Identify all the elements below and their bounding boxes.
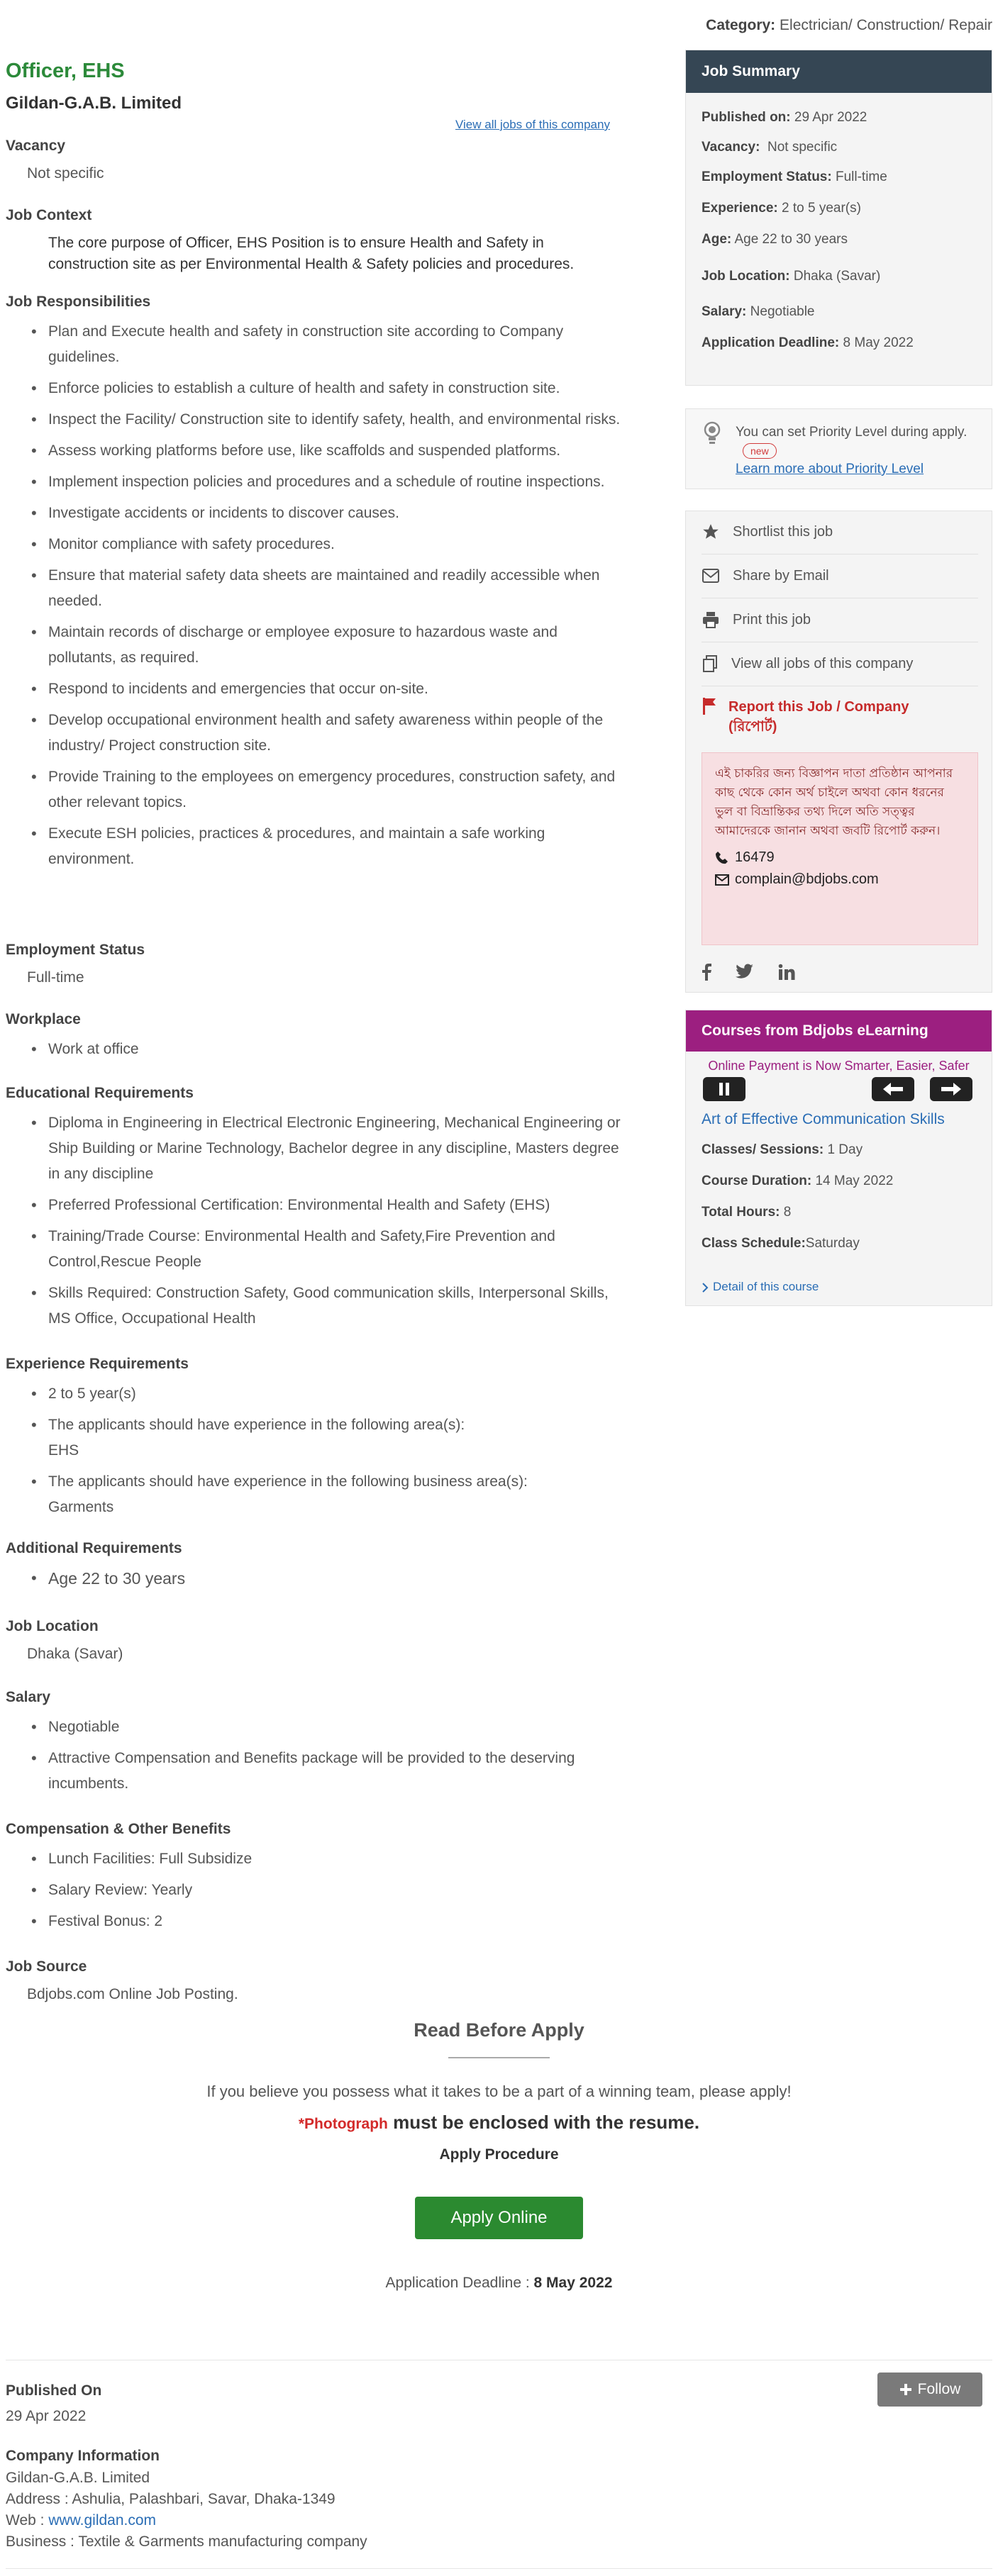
job-source-section	[6, 1958, 630, 2005]
summary-published	[702, 110, 867, 126]
course-schedule	[702, 1236, 860, 1251]
deadline-label: Application Deadline :	[385, 2275, 534, 2291]
summary-value: Negotiable	[750, 304, 815, 319]
summary-value: Age 22 to 30 years	[734, 232, 848, 247]
previous-button[interactable]	[872, 1077, 914, 1101]
job-summary-title: Job Summary	[686, 50, 992, 93]
company-website-link[interactable]: www.gildan.com	[48, 2512, 157, 2528]
view-all-jobs-link[interactable]: View all jobs of this company	[455, 118, 610, 131]
list-item: • Lunch Facilities: Full Subsidize	[27, 1846, 630, 1872]
summary-label: Job Location:	[702, 269, 790, 284]
course-value: 1 Day	[827, 1142, 863, 1157]
follow-button[interactable]	[877, 2373, 982, 2407]
job-context-text: The core purpose of Officer, EHS Position is to ensure Health and Safety in construction site as per Environmental Health & Safety policies and procedures.	[48, 235, 575, 272]
priority-text-block	[736, 423, 977, 479]
list-item: • Festival Bonus: 2	[27, 1909, 630, 1934]
social-share	[702, 964, 795, 981]
vacancy-section	[6, 138, 630, 184]
summary-label: Experience:	[702, 201, 778, 216]
apply-online-button[interactable]: Apply Online	[415, 2197, 583, 2239]
experience-section	[6, 1356, 630, 1526]
share-email-action[interactable]	[702, 555, 978, 596]
plus-icon	[899, 2383, 912, 2396]
list-item: • Maintain records of discharge or employee exposure to hazardous waste and pollutants, as required.	[27, 620, 623, 671]
summary-deadline	[702, 335, 914, 351]
additional-requirements-section	[6, 1540, 630, 1597]
view-all-jobs-action[interactable]	[702, 643, 978, 684]
flag-icon	[702, 697, 719, 737]
company-info-address: Address : Ashulia, Palashbari, Savar, Dhaka-1349	[6, 2491, 336, 2507]
web-label: Web :	[6, 2512, 49, 2528]
course-label: Class Schedule:	[702, 1236, 806, 1251]
apply-encouragement: If you believe you possess what it takes to be a part of a winning team, please apply!	[206, 2082, 792, 2100]
printer-icon	[702, 611, 720, 628]
responsibilities-section	[6, 294, 630, 878]
list-item	[27, 1412, 630, 1463]
list-item: • 2 to 5 year(s)	[27, 1381, 630, 1407]
job-context-section	[6, 207, 630, 275]
company-information-title: Company Information	[6, 2448, 160, 2464]
salary-section	[6, 1689, 630, 1802]
envelope-icon	[702, 568, 720, 584]
section-title: Experience Requirements	[6, 1356, 189, 1372]
job-title: Officer, EHS	[6, 60, 125, 82]
list-item: • Inspect the Facility/ Construction site to identify safety, health, and environmental risks.	[27, 407, 623, 433]
report-notice-text: এই চাকরির জন্য বিজ্ঞাপন দাতা প্রতিষ্ঠান আপনার কাছ থেকে কোন অর্থ চাইলে অথবা কোন ধরনের ভুল বা বিভ্রান্তিকর তথ্য দিলে অতি সত্ত্বর আমাদেরকে জানান অথবা জবটি রিপোর্ট করুন।	[715, 766, 953, 838]
list-item: • Investigate accidents or incidents to discover causes.	[27, 501, 623, 526]
list-item: • Preferred Professional Certification: Environmental Health and Safety (EHS)	[27, 1193, 623, 1218]
section-title: Salary	[6, 1689, 51, 1705]
summary-value: Dhaka (Savar)	[793, 269, 881, 284]
summary-value: Full-time	[835, 169, 887, 184]
list-item: • Age 22 to 30 years	[27, 1566, 630, 1591]
read-before-apply-title: Read Before Apply	[414, 2019, 584, 2041]
summary-vacancy	[702, 140, 837, 155]
list-item: • Negotiable	[27, 1714, 623, 1740]
priority-text: You can set Priority Level during apply.	[736, 425, 967, 440]
summary-location	[702, 269, 880, 284]
list-item	[27, 1469, 630, 1520]
course-label: Classes/ Sessions:	[702, 1142, 824, 1157]
section-title: Compensation & Other Benefits	[6, 1821, 231, 1837]
report-label-bn: (রিপোর্ট)	[728, 719, 777, 735]
summary-age	[702, 232, 848, 247]
course-value: 8	[783, 1205, 792, 1220]
summary-value: 29 Apr 2022	[794, 110, 867, 125]
employment-status-section	[6, 942, 630, 988]
chevron-right-icon	[702, 1283, 709, 1293]
arrow-right-icon	[941, 1082, 962, 1096]
summary-label: Employment Status:	[702, 169, 832, 184]
job-summary-panel	[685, 50, 992, 386]
published-on-title: Published On	[6, 2382, 102, 2399]
twitter-icon[interactable]	[736, 964, 754, 981]
summary-value: 2 to 5 year(s)	[782, 201, 861, 216]
priority-learn-more-link[interactable]: Learn more about Priority Level	[736, 462, 924, 476]
course-hours	[702, 1205, 791, 1220]
course-detail-link[interactable]	[702, 1280, 819, 1294]
facebook-icon[interactable]	[702, 964, 711, 981]
company-name: Gildan-G.A.B. Limited	[6, 94, 182, 113]
follow-label: Follow	[917, 2381, 961, 2397]
responsibilities-list	[6, 319, 630, 872]
pause-button[interactable]	[703, 1077, 745, 1101]
apply-procedure-title: Apply Procedure	[439, 2146, 559, 2163]
company-info-web	[6, 2512, 156, 2529]
summary-salary	[702, 304, 815, 320]
course-classes	[702, 1142, 863, 1158]
benefits-section	[6, 1821, 630, 1940]
courses-title: Courses from Bdjobs eLearning	[686, 1010, 992, 1052]
summary-label: Application Deadline:	[702, 335, 840, 350]
experience-area-label: • The applicants should have experience in the following area(s):	[48, 1417, 465, 1433]
list-item: • Attractive Compensation and Benefits package will be provided to the deserving incumbents.	[27, 1746, 623, 1797]
photograph-notice	[0, 2112, 998, 2134]
star-icon	[702, 523, 720, 541]
application-deadline	[0, 2275, 998, 2292]
new-badge: new	[743, 443, 777, 459]
course-detail-label: Detail of this course	[713, 1280, 819, 1293]
lightbulb-icon	[702, 420, 723, 446]
course-name-link[interactable]: Art of Effective Communication Skills	[702, 1111, 945, 1127]
summary-value: Not specific	[767, 140, 838, 155]
benefits-list	[6, 1846, 630, 1934]
summary-employment-status	[702, 169, 887, 185]
additional-list	[6, 1566, 630, 1591]
shortlist-action[interactable]	[702, 511, 978, 552]
education-list	[6, 1110, 630, 1332]
list-item: • Plan and Execute health and safety in construction site according to Company guidelines.	[27, 319, 623, 370]
print-label: Print this job	[733, 611, 811, 628]
phone-number: 16479	[735, 849, 775, 865]
summary-label: Salary:	[702, 304, 747, 319]
list-item: • Provide Training to the employees on emergency procedures, construction safety, and other relevant topics.	[27, 764, 623, 815]
list-item: • Training/Trade Course: Environmental Health and Safety,Fire Prevention and Control,Rescue People	[27, 1224, 623, 1275]
list-item: • Respond to incidents and emergencies that occur on-site.	[27, 676, 623, 702]
report-notice-box	[702, 752, 978, 945]
list-item: • Implement inspection policies and procedures and a schedule of routine inspections.	[27, 469, 623, 495]
category-label: Category:	[706, 17, 776, 33]
report-label: Report this Job / Company	[728, 699, 909, 715]
business-area-value: Garments	[48, 1499, 114, 1515]
marquee-text: Online Payment is Now Smarter, Easier, Safer	[708, 1059, 970, 1073]
priority-level-panel	[685, 408, 992, 489]
list-item: • Diploma in Engineering in Electrical Electronic Engineering, Mechanical Engineering or Ship Building or Marine Technology, Bachelor degree in any discipline, Masters degree in any discipline	[27, 1110, 623, 1187]
linkedin-icon[interactable]	[778, 964, 795, 981]
vacancy-value: Not specific	[27, 165, 104, 182]
course-label: Course Duration:	[702, 1173, 812, 1188]
list-item: • Skills Required: Construction Safety, Good communication skills, Interpersonal Skills, MS Office, Occupational Health	[27, 1281, 623, 1332]
list-item: • Assess working platforms before use, like scaffolds and suspended platforms.	[27, 438, 623, 464]
photograph-text: must be enclosed with the resume.	[387, 2112, 700, 2133]
course-value: Saturday	[805, 1236, 860, 1251]
section-title: Employment Status	[6, 942, 145, 958]
list-item: • Monitor compliance with safety procedures.	[27, 532, 623, 557]
section-title: Educational Requirements	[6, 1085, 194, 1101]
shortlist-label: Shortlist this job	[733, 523, 833, 540]
category-value: Electrician/ Construction/ Repair	[780, 17, 992, 33]
deadline-value: 8 May 2022	[533, 2275, 613, 2291]
phone-contact	[715, 849, 965, 866]
job-actions-panel	[685, 511, 992, 993]
workplace-list	[6, 1037, 630, 1062]
list-item: • Enforce policies to establish a culture of health and safety in construction site.	[27, 376, 623, 401]
section-title: Job Context	[6, 207, 92, 223]
business-area-label: • The applicants should have experience in the following business area(s):	[48, 1473, 528, 1490]
company-info-name: Gildan-G.A.B. Limited	[6, 2470, 150, 2486]
copy-icon	[702, 654, 719, 673]
report-job-link[interactable]	[702, 697, 909, 737]
job-source-value: Bdjobs.com Online Job Posting.	[27, 1986, 238, 2002]
divider	[6, 2568, 992, 2569]
company-info-business: Business : Textile & Garments manufacturing company	[6, 2533, 367, 2550]
section-title: Job Source	[6, 1958, 87, 1975]
course-label: Total Hours:	[702, 1205, 780, 1220]
divider	[448, 2057, 550, 2058]
job-location-value: Dhaka (Savar)	[27, 1646, 123, 1662]
share-email-label: Share by Email	[733, 567, 829, 584]
envelope-icon	[715, 874, 729, 886]
job-location-section	[6, 1618, 630, 1665]
summary-value: 8 May 2022	[843, 335, 914, 350]
arrow-left-icon	[882, 1082, 904, 1096]
list-item: • Work at office	[27, 1037, 630, 1062]
employment-status-value: Full-time	[27, 969, 84, 986]
summary-label: Vacancy:	[702, 140, 760, 155]
workplace-section	[6, 1011, 630, 1068]
photograph-label: *Photograph	[298, 2116, 388, 2132]
section-title: Workplace	[6, 1011, 81, 1027]
summary-label: Published on:	[702, 110, 791, 125]
pause-icon	[718, 1082, 731, 1096]
course-value: 14 May 2022	[815, 1173, 894, 1188]
job-category	[706, 17, 992, 34]
courses-panel	[685, 1010, 992, 1306]
summary-label: Age:	[702, 232, 732, 247]
education-section	[6, 1085, 630, 1337]
phone-icon	[715, 851, 729, 865]
experience-list	[6, 1381, 630, 1520]
section-title: Job Location	[6, 1618, 99, 1634]
view-all-jobs-label: View all jobs of this company	[731, 655, 914, 671]
experience-area-value: EHS	[48, 1442, 79, 1459]
course-duration	[702, 1173, 893, 1189]
summary-experience	[702, 201, 861, 216]
published-on-value: 29 Apr 2022	[6, 2408, 87, 2424]
section-title: Vacancy	[6, 138, 66, 154]
list-item: • Salary Review: Yearly	[27, 1878, 630, 1903]
print-action[interactable]	[702, 599, 978, 640]
list-item: • Develop occupational environment health and safety awareness within people of the industry/ Project construction site.	[27, 708, 623, 759]
section-title: Job Responsibilities	[6, 294, 151, 310]
email-contact	[715, 871, 965, 888]
list-item: • Execute ESH policies, practices & procedures, and maintain a safe working environment.	[27, 821, 623, 872]
list-item: • Ensure that material safety data sheets are maintained and readily accessible when needed.	[27, 563, 623, 614]
salary-list	[6, 1714, 630, 1797]
complain-email: complain@bdjobs.com	[735, 871, 879, 887]
next-button[interactable]	[930, 1077, 972, 1101]
section-title: Additional Requirements	[6, 1540, 182, 1556]
